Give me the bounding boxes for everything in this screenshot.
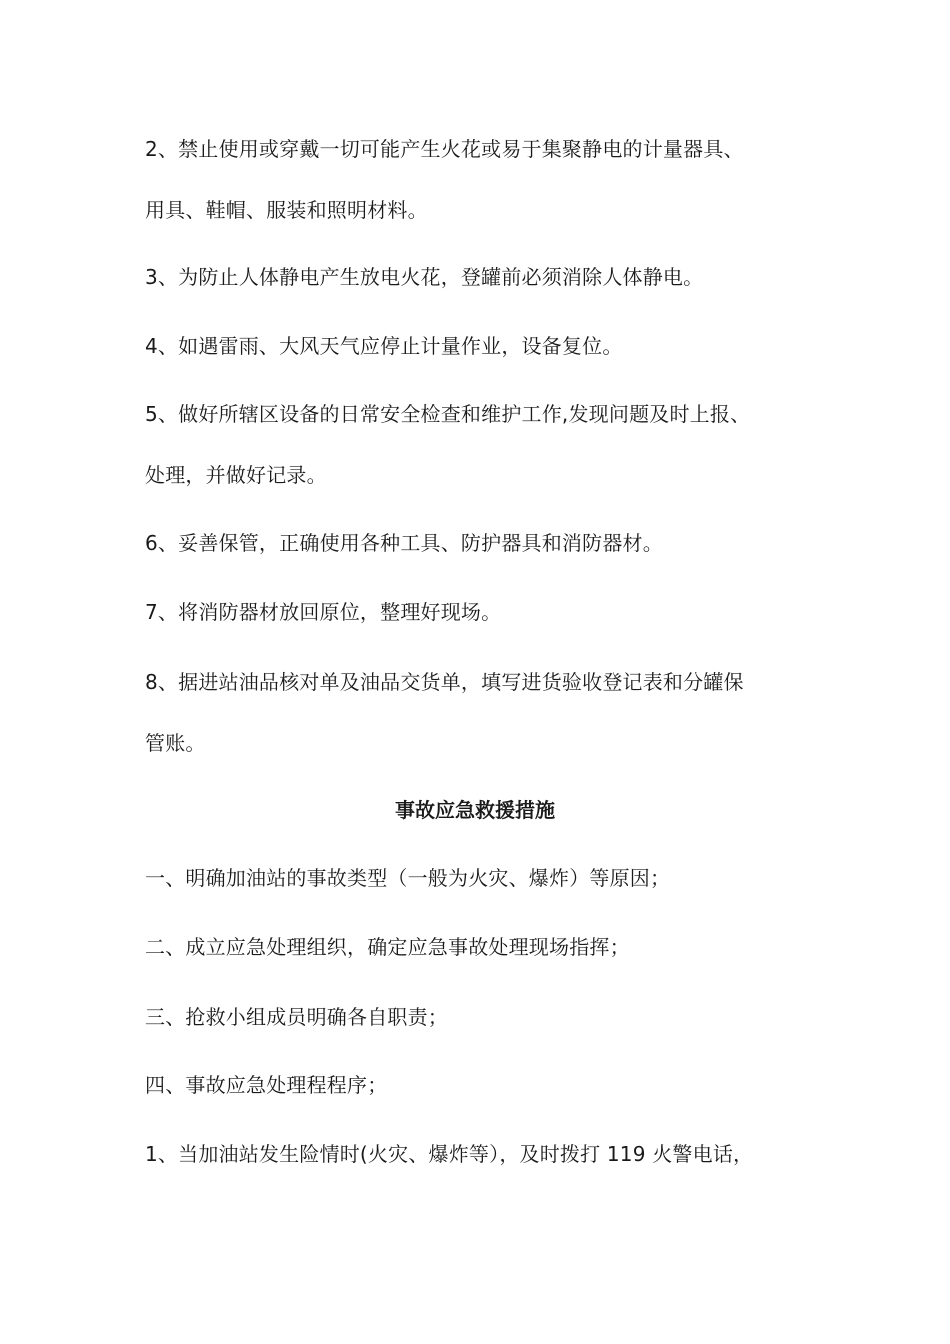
paragraph-line: 8、据进站油品核对单及油品交货单，填写进货验收登记表和分罐保	[145, 670, 744, 694]
paragraph-line: 二、成立应急处理组织，确定应急事故处理现场指挥；	[145, 935, 630, 959]
paragraph-line: 管账。	[145, 731, 206, 755]
paragraph-line: 三、抢救小组成员明确各自职责；	[145, 1005, 448, 1029]
paragraph-line: 1、当加油站发生险情时(火灾、爆炸等），及时拨打 119 火警电话，	[145, 1142, 754, 1166]
paragraph-line: 3、为防止人体静电产生放电火花，登罐前必须消除人体静电。	[145, 265, 704, 289]
paragraph-line: 2、禁止使用或穿戴一切可能产生火花或易于集聚静电的计量器具、	[145, 137, 744, 161]
paragraph-line: 用具、鞋帽、服装和照明材料。	[145, 198, 428, 222]
paragraph-line: 四、事故应急处理程程序；	[145, 1073, 388, 1097]
paragraph-line: 6、妥善保管，正确使用各种工具、防护器具和消防器材。	[145, 531, 663, 555]
paragraph-line: 7、将消防器材放回原位，整理好现场。	[145, 600, 502, 624]
paragraph-line: 处理，并做好记录。	[145, 463, 327, 487]
section-title: 事故应急救援措施	[395, 798, 555, 822]
paragraph-line: 4、如遇雷雨、大风天气应停止计量作业，设备复位。	[145, 334, 623, 358]
paragraph-line: 5、做好所辖区设备的日常安全检查和维护工作,发现问题及时上报、	[145, 402, 751, 426]
paragraph-line: 一、明确加油站的事故类型（一般为火灾、爆炸）等原因；	[145, 866, 671, 890]
